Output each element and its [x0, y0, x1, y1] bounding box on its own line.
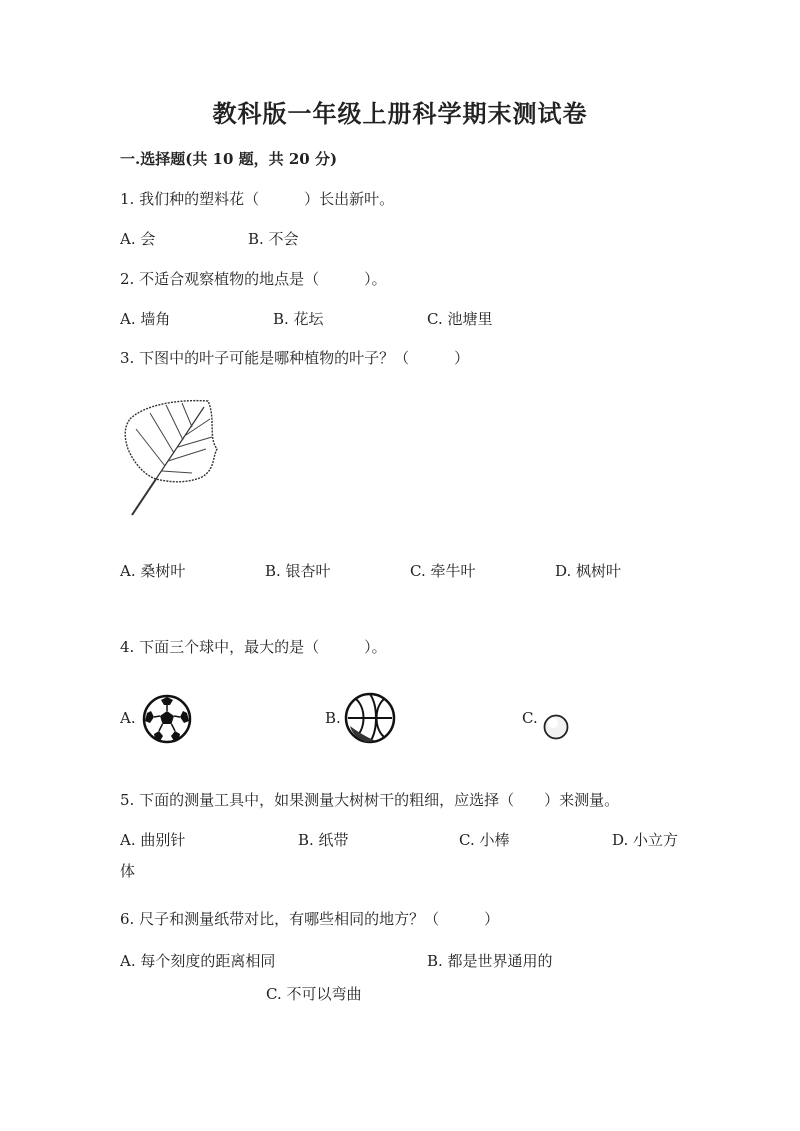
question-2-option-b: B. 花坛 [273, 310, 324, 328]
question-3-option-a: A. 桑树叶 [120, 562, 186, 580]
question-3-option-b: B. 银杏叶 [265, 562, 331, 580]
question-4-option-c: C. [522, 709, 538, 727]
question-5-option-d-continued: 体 [120, 862, 136, 880]
question-6-option-c: C. 不可以弯曲 [266, 985, 362, 1003]
question-5-stem: 5. 下面的测量工具中，如果测量大树树干的粗细，应选择（ ）来测量。 [120, 791, 620, 809]
question-1-option-b: B. 不会 [248, 230, 299, 248]
page-title: 教科版一年级上册科学期末测试卷 [212, 99, 588, 128]
question-1-stem: 1. 我们种的塑料花（ ）长出新叶。 [120, 190, 395, 208]
question-2-option-a: A. 墙角 [120, 310, 171, 328]
question-6-stem: 6. 尺子和测量纸带对比，有哪些相同的地方？（ ） [120, 910, 500, 928]
basketball-icon [344, 692, 396, 744]
question-6-option-b: B. 都是世界通用的 [427, 952, 553, 970]
small-ball-icon [543, 714, 569, 740]
question-4-stem: 4. 下面三个球中，最大的是（ ）。 [120, 638, 387, 656]
soccer-ball-icon [142, 694, 192, 744]
question-5-option-b: B. 纸带 [298, 831, 349, 849]
question-4-option-b: B. [325, 709, 341, 727]
question-2-option-c: C. 池塘里 [427, 310, 493, 328]
question-3-option-d: D. 枫树叶 [555, 562, 622, 580]
question-4-option-a: A. [120, 709, 136, 727]
question-1-option-a: A. 会 [120, 230, 156, 248]
question-2-stem: 2. 不适合观察植物的地点是（ ）。 [120, 270, 387, 288]
question-6-option-a: A. 每个刻度的距离相同 [120, 952, 276, 970]
leaf-icon [122, 397, 222, 522]
question-5-option-d: D. 小立方 [612, 831, 679, 849]
question-5-option-c: C. 小棒 [459, 831, 510, 849]
section-heading: 一.选择题(共 10 题，共 20 分) [120, 150, 338, 168]
question-3-option-c: C. 牵牛叶 [410, 562, 476, 580]
question-5-option-a: A. 曲别针 [120, 831, 186, 849]
question-3-stem: 3. 下图中的叶子可能是哪种植物的叶子？（ ） [120, 349, 470, 367]
